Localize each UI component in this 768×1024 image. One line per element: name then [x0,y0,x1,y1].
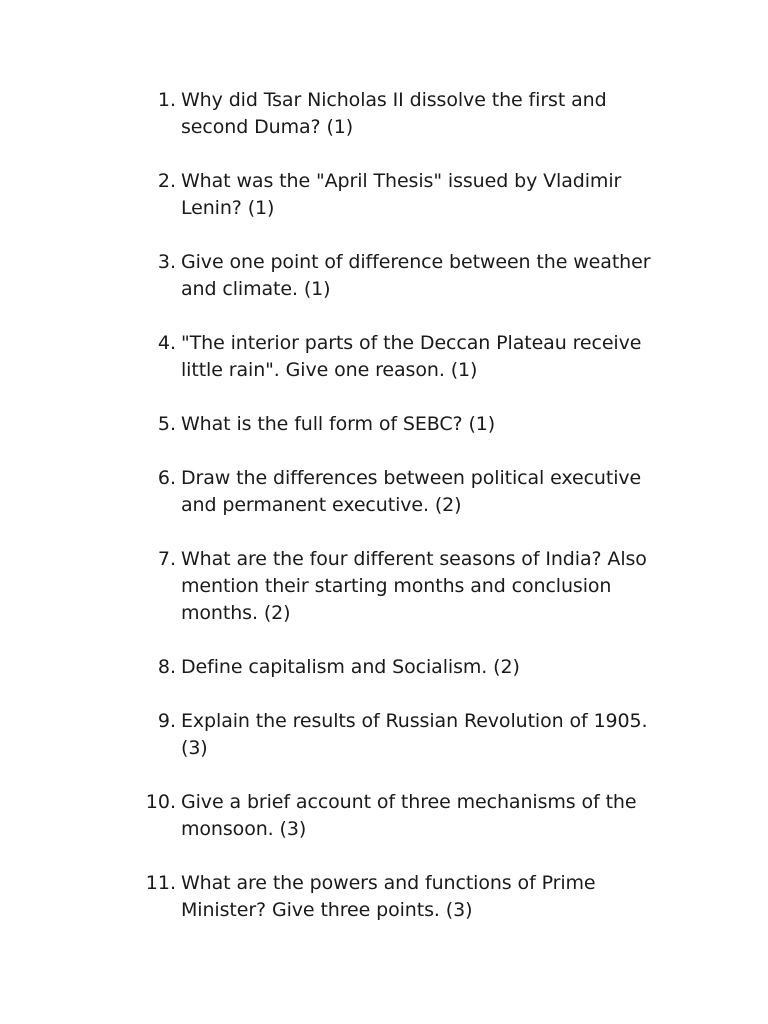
question-text: What is the full form of SEBC? (1) [181,413,496,435]
question-item [0,654,768,681]
question-number: 4. [157,332,176,354]
question-number: 5. [157,413,176,435]
question-number: 6. [157,467,176,489]
question-text: Why did Tsar Nicholas II dissolve the first and second Duma? (1) [181,89,607,138]
question-number: 9. [157,710,176,732]
question-item [0,465,768,519]
question-text: Give one point of difference between the weather and climate. (1) [181,251,651,300]
question-item [0,708,768,762]
question-text: What are the four different seasons of India? Also mention their starting months and conclusion months. (2) [181,548,647,624]
question-text: "The interior parts of the Deccan Plateau receive little rain". Give one reason. (1) [181,332,642,381]
question-number: 2. [157,170,176,192]
question-number: 10. [145,791,176,813]
question-item [0,87,768,141]
question-text: Explain the results of Russian Revolution of 1905. (3) [181,710,648,759]
question-item [0,330,768,384]
question-text: Give a brief account of three mechanisms of the monsoon. (3) [181,791,637,840]
question-text: What was the "April Thesis" issued by Vladimir Lenin? (1) [181,170,622,219]
question-number: 11. [145,872,176,894]
question-item [0,168,768,222]
question-item [0,249,768,303]
question-item [0,546,768,627]
question-list [0,87,768,951]
question-number: 8. [157,656,176,678]
question-number: 1. [157,89,176,111]
question-item [0,789,768,843]
question-number: 7. [157,548,176,570]
question-text: What are the powers and functions of Prime Minister? Give three points. (3) [181,872,596,921]
question-text: Draw the differences between political executive and permanent executive. (2) [181,467,642,516]
question-text: Define capitalism and Socialism. (2) [181,656,520,678]
question-item [0,411,768,438]
question-item [0,870,768,924]
question-number: 3. [157,251,176,273]
